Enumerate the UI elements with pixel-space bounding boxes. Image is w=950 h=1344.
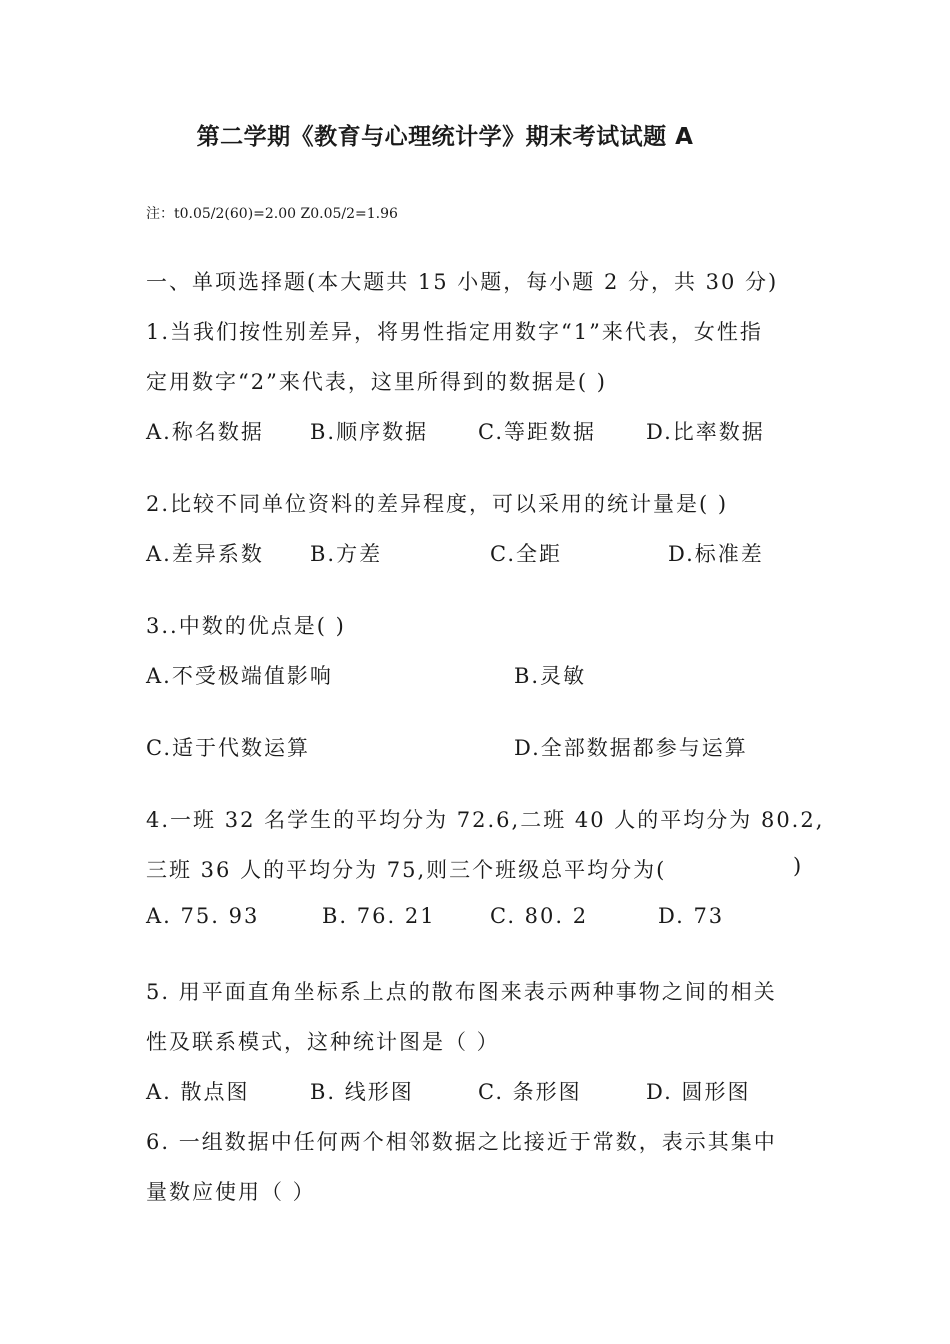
option-c: C.全距 [490,542,562,566]
option-c: C.适于代数运算 [146,736,310,760]
option-a: A. 散点图 [146,1080,250,1104]
option-b: B.灵敏 [514,664,587,688]
option-a: A.称名数据 [146,420,264,444]
option-c: C.等距数据 [478,420,596,444]
section-heading: 一、单项选择题(本大题共 15 小题，每小题 2 分，共 30 分) [146,270,779,294]
question-text: 2.比较不同单位资料的差异程度，可以采用的统计量是( ) [146,492,729,516]
option-a: A.不受极端值影响 [146,664,333,688]
question-text: 5. 用平面直角坐标系上点的散布图来表示两种事物之间的相关 [146,980,777,1004]
question-text: 三班 36 人的平均分为 75,则三个班级总平均分为( [146,858,667,882]
option-b: B.顺序数据 [310,420,429,444]
answer-paren: ) [793,854,804,878]
option-b: B. 线形图 [310,1080,414,1104]
question-text: 3..中数的优点是( ) [146,614,346,638]
question-text: 量数应使用（ ） [146,1180,316,1204]
option-a: A. 75. 93 [146,904,260,928]
question-text: 4.一班 32 名学生的平均分为 72.6,二班 40 人的平均分为 80.2, [146,808,825,832]
option-d: D. 73 [658,904,725,928]
option-c: C. 条形图 [478,1080,582,1104]
option-d: D.比率数据 [646,420,765,444]
option-b: B.方差 [310,542,383,566]
note: 注：t0.05/2(60)=2.00 Z0.05/2=1.96 [146,206,398,222]
question-text: 1.当我们按性别差异，将男性指定用数字“1”来代表，女性指 [146,320,763,344]
question-text: 性及联系模式，这种统计图是（ ） [146,1030,500,1054]
option-d: D.全部数据都参与运算 [514,736,748,760]
option-d: D. 圆形图 [646,1080,751,1104]
option-a: A.差异系数 [146,542,264,566]
question-text: 6. 一组数据中任何两个相邻数据之比接近于常数，表示其集中 [146,1130,777,1154]
option-d: D.标准差 [668,542,764,566]
option-c: C. 80. 2 [490,904,589,928]
option-b: B. 76. 21 [322,904,436,928]
question-text: 定用数字“2”来代表，这里所得到的数据是( ) [146,370,607,394]
page-title: 第二学期《教育与心理统计学》期末考试试题 A [196,124,694,150]
